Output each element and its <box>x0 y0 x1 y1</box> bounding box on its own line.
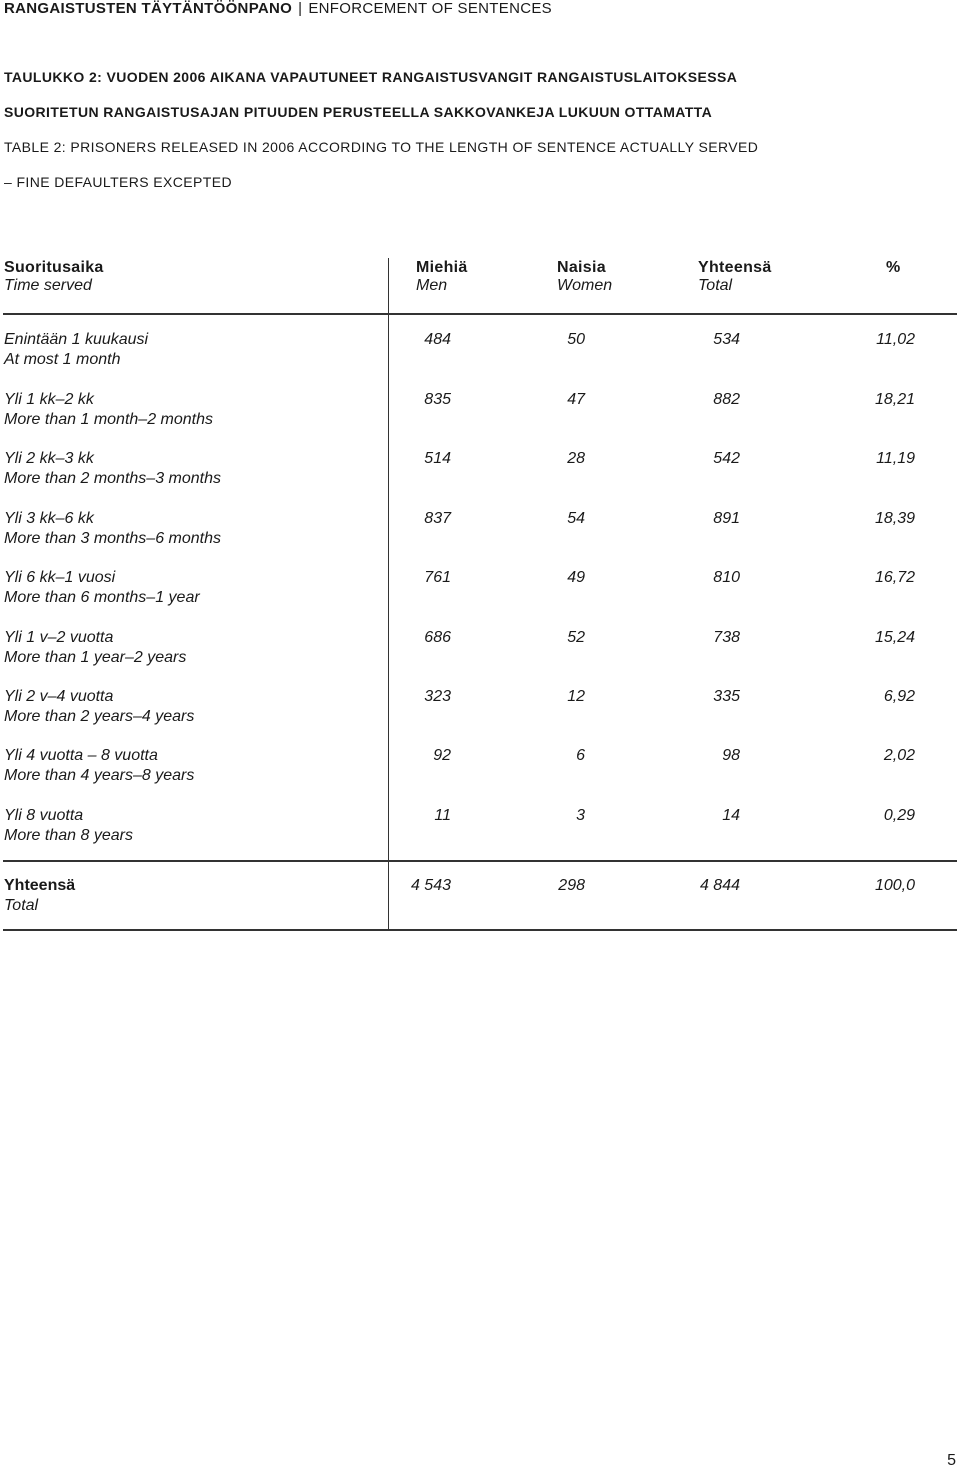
cell-percent: 15,24 <box>874 629 915 646</box>
table-row <box>0 806 960 846</box>
cell-percent: 11,02 <box>876 331 915 348</box>
row-label-fi: Enintään 1 kuukausi <box>4 331 149 348</box>
total-men: 4 543 <box>410 877 451 894</box>
table-row <box>0 509 960 549</box>
column-header-total-fi: Yhteensä <box>698 259 772 276</box>
running-header <box>4 0 552 17</box>
cell-total: 14 <box>722 807 740 824</box>
cell-women: 50 <box>567 331 585 348</box>
cell-men: 761 <box>424 569 451 586</box>
column-header-percent <box>886 259 901 277</box>
row-label-fi: Yli 2 v–4 vuotta <box>4 688 114 705</box>
table-row <box>0 628 960 668</box>
cell-total: 534 <box>713 331 740 348</box>
cell-percent: 0,29 <box>883 807 915 824</box>
bottom-rule <box>3 929 957 931</box>
cell-men: 92 <box>433 747 451 764</box>
cell-men: 323 <box>424 688 451 705</box>
running-header-fi: RANGAISTUSTEN TÄYTÄNTÖÖNPANO <box>4 0 293 17</box>
table-row <box>0 390 960 430</box>
cell-total: 542 <box>713 450 740 467</box>
row-label-fi: Yli 2 kk–3 kk <box>4 450 94 467</box>
row-label-en: More than 6 months–1 year <box>4 589 200 606</box>
total-rule <box>3 860 957 862</box>
cell-percent: 16,72 <box>874 569 915 586</box>
cell-total: 335 <box>713 688 740 705</box>
cell-men: 686 <box>424 629 451 646</box>
running-header-separator: | <box>298 0 303 17</box>
cell-percent: 6,92 <box>883 688 915 705</box>
column-header-women-fi: Naisia <box>557 259 606 276</box>
column-header-women <box>557 259 612 295</box>
total-label-en: Total <box>4 897 39 914</box>
cell-women: 54 <box>567 510 585 527</box>
column-header-men-en: Men <box>416 277 448 294</box>
total-women: 298 <box>558 877 585 894</box>
column-header-time-fi: Suoritusaika <box>4 259 104 276</box>
row-label-en: More than 4 years–8 years <box>4 767 195 784</box>
title-en-line2: – FINE DEFAULTERS EXCEPTED <box>4 174 232 190</box>
total-row <box>0 876 960 916</box>
cell-women: 3 <box>576 807 585 824</box>
cell-women: 52 <box>567 629 585 646</box>
total-label-fi: Yhteensä <box>4 877 76 894</box>
row-label-en: At most 1 month <box>4 351 121 368</box>
column-header-women-en: Women <box>557 277 613 294</box>
row-label-en: More than 1 month–2 months <box>4 411 214 428</box>
row-label-en: More than 2 years–4 years <box>4 708 195 725</box>
cell-men: 835 <box>424 391 451 408</box>
table-titles <box>4 68 758 208</box>
cell-total: 882 <box>713 391 740 408</box>
column-header-total-en: Total <box>698 277 733 294</box>
table-row <box>0 687 960 727</box>
column-header-men-fi: Miehiä <box>416 259 468 276</box>
row-label-en: More than 3 months–6 months <box>4 530 222 547</box>
table-row <box>0 330 960 370</box>
cell-percent: 18,39 <box>874 510 915 527</box>
row-label-en: More than 8 years <box>4 827 133 844</box>
cell-women: 6 <box>576 747 585 764</box>
total-percent: 100,0 <box>874 877 915 894</box>
running-header-en: ENFORCEMENT OF SENTENCES <box>308 0 552 17</box>
row-label-fi: Yli 6 kk–1 vuosi <box>4 569 116 586</box>
title-en-line1: TABLE 2: PRISONERS RELEASED IN 2006 ACCORDING TO THE LENGTH OF SENTENCE ACTUALLY SERVED <box>4 139 759 155</box>
column-header-men <box>416 259 468 295</box>
cell-men: 11 <box>434 807 451 824</box>
title-fi-line2: SUORITETUN RANGAISTUSAJAN PITUUDEN PERUSTEELLA SAKKOVANKEJA LUKUUN OTTAMATTA <box>4 104 713 120</box>
row-label-fi: Yli 3 kk–6 kk <box>4 510 94 527</box>
cell-total: 810 <box>713 569 740 586</box>
table-row <box>0 746 960 786</box>
cell-men: 484 <box>424 331 451 348</box>
column-header-time <box>4 259 104 295</box>
row-label-fi: Yli 1 kk–2 kk <box>4 391 94 408</box>
column-header-total <box>698 259 772 295</box>
column-header-time-en: Time served <box>4 277 92 294</box>
cell-men: 514 <box>424 450 451 467</box>
cell-men: 837 <box>424 510 451 527</box>
cell-women: 12 <box>567 688 585 705</box>
row-label-en: More than 2 months–3 months <box>4 470 222 487</box>
cell-total: 98 <box>722 747 740 764</box>
row-label-en: More than 1 year–2 years <box>4 649 187 666</box>
row-label-fi: Yli 1 v–2 vuotta <box>4 629 114 646</box>
column-header-percent-fi: % <box>886 259 901 276</box>
cell-percent: 2,02 <box>883 747 915 764</box>
cell-percent: 11,19 <box>876 450 915 467</box>
total-total: 4 844 <box>699 877 740 894</box>
row-label-fi: Yli 8 vuotta <box>4 807 84 824</box>
table-row <box>0 449 960 489</box>
header-rule <box>3 313 957 315</box>
cell-total: 738 <box>713 629 740 646</box>
cell-percent: 18,21 <box>874 391 915 408</box>
cell-total: 891 <box>713 510 740 527</box>
table-row <box>0 568 960 608</box>
cell-women: 49 <box>567 569 585 586</box>
page-number: 5 <box>947 1452 956 1469</box>
title-fi-line1: TAULUKKO 2: VUODEN 2006 AIKANA VAPAUTUNEET RANGAISTUSVANGIT RANGAISTUSLAITOKSESSA <box>4 69 738 85</box>
row-label-fi: Yli 4 vuotta – 8 vuotta <box>4 747 158 764</box>
cell-women: 47 <box>567 391 585 408</box>
cell-women: 28 <box>567 450 585 467</box>
